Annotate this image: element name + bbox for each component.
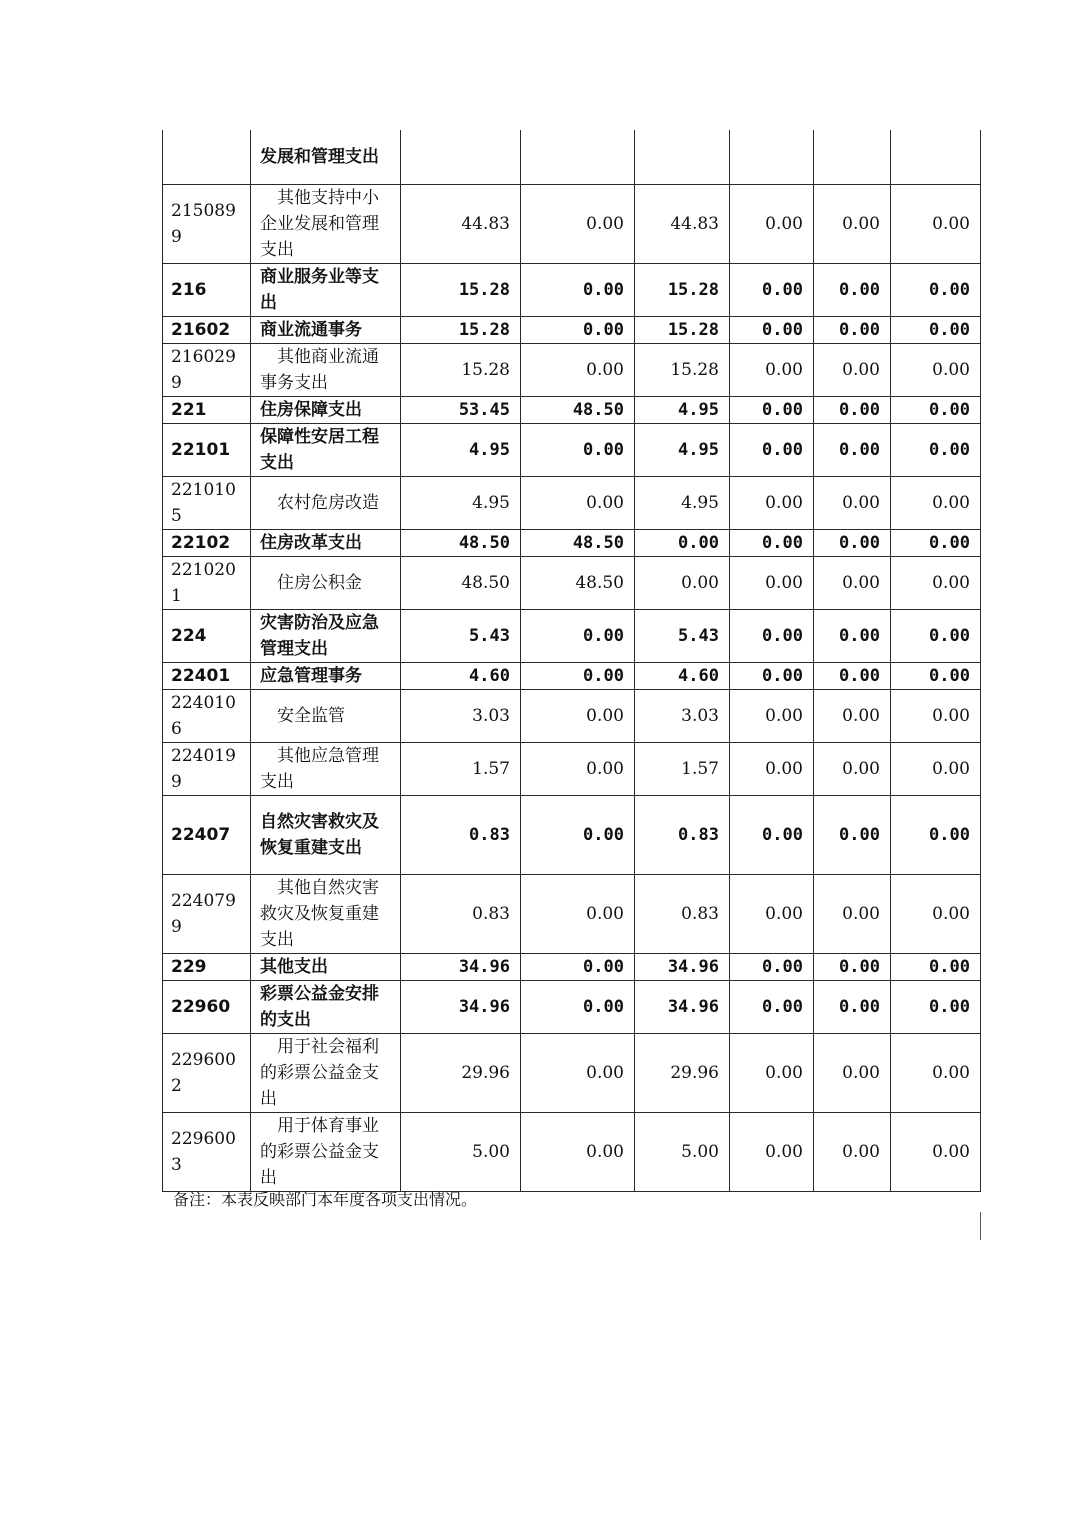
row-value: 4.60 — [635, 662, 730, 689]
row-value: 0.00 — [891, 1112, 981, 1191]
row-value: 0.00 — [891, 609, 981, 662]
row-value: 0.00 — [635, 556, 730, 609]
table-row — [163, 343, 981, 396]
table-row — [163, 874, 981, 953]
row-value: 0.00 — [635, 529, 730, 556]
row-value: 0.00 — [730, 316, 814, 343]
row-value: 0.00 — [730, 662, 814, 689]
row-code: 22407 — [163, 795, 251, 874]
row-value: 0.00 — [891, 742, 981, 795]
row-value: 0.00 — [730, 689, 814, 742]
row-code — [163, 130, 251, 184]
table-note: 备注：本表反映部门本年度各项支出情况。 — [173, 1190, 478, 1209]
table-row — [163, 316, 981, 343]
row-value: 34.96 — [401, 980, 521, 1033]
row-value: 0.00 — [814, 263, 891, 316]
row-value: 0.00 — [521, 953, 635, 980]
row-value: 0.00 — [521, 742, 635, 795]
row-value — [814, 130, 891, 184]
table-row — [163, 742, 981, 795]
row-code: 2210105 — [163, 476, 251, 529]
row-value: 44.83 — [635, 184, 730, 263]
row-value — [401, 130, 521, 184]
row-value: 0.00 — [730, 1033, 814, 1112]
row-name: 用于社会福利的彩票公益金支出 — [251, 1033, 401, 1112]
row-value: 0.00 — [891, 184, 981, 263]
row-code: 224 — [163, 609, 251, 662]
row-value: 0.00 — [521, 662, 635, 689]
margin-marker — [980, 1212, 981, 1240]
row-value: 0.00 — [814, 662, 891, 689]
row-value: 3.03 — [635, 689, 730, 742]
row-code: 22102 — [163, 529, 251, 556]
row-value: 0.00 — [730, 396, 814, 423]
row-value: 0.00 — [814, 529, 891, 556]
row-value: 0.00 — [730, 609, 814, 662]
row-value: 0.00 — [521, 874, 635, 953]
row-name: 安全监管 — [251, 689, 401, 742]
row-value — [635, 130, 730, 184]
table-row — [163, 795, 981, 874]
row-value: 5.43 — [401, 609, 521, 662]
row-value: 34.96 — [635, 980, 730, 1033]
row-value: 48.50 — [401, 529, 521, 556]
row-value: 0.00 — [814, 742, 891, 795]
row-code: 22101 — [163, 423, 251, 476]
row-code: 21602 — [163, 316, 251, 343]
row-value: 0.00 — [730, 953, 814, 980]
row-value: 0.00 — [891, 476, 981, 529]
row-value: 0.00 — [814, 953, 891, 980]
row-value: 4.95 — [635, 423, 730, 476]
row-value: 0.00 — [891, 316, 981, 343]
row-value: 0.00 — [521, 1033, 635, 1112]
row-value: 15.28 — [401, 343, 521, 396]
row-value: 0.00 — [814, 556, 891, 609]
table-row — [163, 1112, 981, 1191]
row-name: 彩票公益金安排的支出 — [251, 980, 401, 1033]
row-name: 发展和管理支出 — [251, 130, 401, 184]
row-value — [891, 130, 981, 184]
row-name: 农村危房改造 — [251, 476, 401, 529]
row-value: 0.00 — [521, 316, 635, 343]
row-value: 5.00 — [401, 1112, 521, 1191]
row-value: 0.00 — [521, 343, 635, 396]
row-code: 2210201 — [163, 556, 251, 609]
table-row — [163, 689, 981, 742]
row-value: 34.96 — [401, 953, 521, 980]
table-row — [163, 396, 981, 423]
row-name: 用于体育事业的彩票公益金支出 — [251, 1112, 401, 1191]
row-value: 0.00 — [521, 184, 635, 263]
row-name: 其他支出 — [251, 953, 401, 980]
row-value: 0.00 — [814, 980, 891, 1033]
row-value: 0.00 — [730, 1112, 814, 1191]
table-row — [163, 263, 981, 316]
row-value: 0.83 — [635, 874, 730, 953]
row-name: 商业流通事务 — [251, 316, 401, 343]
row-value: 0.00 — [891, 980, 981, 1033]
row-code: 22960 — [163, 980, 251, 1033]
row-value: 5.43 — [635, 609, 730, 662]
row-value: 0.00 — [730, 343, 814, 396]
row-value: 0.00 — [891, 689, 981, 742]
row-value: 48.50 — [521, 529, 635, 556]
row-value: 3.03 — [401, 689, 521, 742]
row-name: 其他支持中小企业发展和管理支出 — [251, 184, 401, 263]
row-value: 0.00 — [730, 184, 814, 263]
row-name: 保障性安居工程支出 — [251, 423, 401, 476]
row-value: 4.95 — [635, 476, 730, 529]
row-value: 0.00 — [730, 556, 814, 609]
row-value: 0.00 — [521, 263, 635, 316]
row-value: 0.00 — [521, 609, 635, 662]
row-value: 0.00 — [521, 476, 635, 529]
row-value: 29.96 — [635, 1033, 730, 1112]
table-row — [163, 423, 981, 476]
row-value: 0.00 — [521, 1112, 635, 1191]
row-value: 1.57 — [635, 742, 730, 795]
table-row — [163, 476, 981, 529]
row-value: 0.00 — [891, 423, 981, 476]
row-value: 0.00 — [891, 795, 981, 874]
row-code: 2296002 — [163, 1033, 251, 1112]
table-row — [163, 953, 981, 980]
row-value: 0.00 — [730, 476, 814, 529]
row-value: 0.00 — [521, 423, 635, 476]
row-value: 0.00 — [891, 396, 981, 423]
row-value: 4.60 — [401, 662, 521, 689]
row-value: 0.00 — [891, 343, 981, 396]
row-value: 0.00 — [814, 476, 891, 529]
table-row — [163, 556, 981, 609]
table-row — [163, 529, 981, 556]
row-value: 0.00 — [891, 953, 981, 980]
row-value: 0.00 — [521, 980, 635, 1033]
row-value: 0.00 — [730, 529, 814, 556]
table-row — [163, 184, 981, 263]
row-code: 2296003 — [163, 1112, 251, 1191]
row-value: 53.45 — [401, 396, 521, 423]
row-value: 48.50 — [521, 556, 635, 609]
row-code: 2240799 — [163, 874, 251, 953]
table-body — [163, 130, 981, 1191]
row-value: 0.00 — [814, 689, 891, 742]
row-value: 0.00 — [814, 316, 891, 343]
row-value: 0.00 — [730, 874, 814, 953]
row-value — [521, 130, 635, 184]
row-value: 0.00 — [891, 263, 981, 316]
row-value: 4.95 — [401, 476, 521, 529]
row-value: 0.00 — [891, 529, 981, 556]
row-value: 4.95 — [635, 396, 730, 423]
row-value: 0.00 — [891, 662, 981, 689]
row-value: 0.00 — [814, 1112, 891, 1191]
row-value: 0.00 — [730, 980, 814, 1033]
row-value: 0.00 — [814, 1033, 891, 1112]
table-row — [163, 609, 981, 662]
row-value: 0.83 — [401, 874, 521, 953]
row-value: 0.00 — [891, 1033, 981, 1112]
expenditure-table — [162, 130, 981, 1192]
row-name: 商业服务业等支出 — [251, 263, 401, 316]
row-name: 住房保障支出 — [251, 396, 401, 423]
row-value: 15.28 — [401, 263, 521, 316]
row-value: 4.95 — [401, 423, 521, 476]
row-value: 0.00 — [521, 689, 635, 742]
row-code: 229 — [163, 953, 251, 980]
row-value: 1.57 — [401, 742, 521, 795]
row-value: 0.00 — [730, 423, 814, 476]
row-value: 15.28 — [635, 343, 730, 396]
row-name: 灾害防治及应急管理支出 — [251, 609, 401, 662]
row-code: 22401 — [163, 662, 251, 689]
row-code: 2160299 — [163, 343, 251, 396]
row-value: 0.00 — [730, 263, 814, 316]
row-value: 0.83 — [401, 795, 521, 874]
row-value: 0.83 — [635, 795, 730, 874]
row-value: 0.00 — [891, 874, 981, 953]
row-value: 0.00 — [814, 343, 891, 396]
table-row — [163, 980, 981, 1033]
row-value: 34.96 — [635, 953, 730, 980]
row-value: 44.83 — [401, 184, 521, 263]
row-value: 29.96 — [401, 1033, 521, 1112]
row-value: 5.00 — [635, 1112, 730, 1191]
table-row — [163, 662, 981, 689]
row-value: 48.50 — [521, 396, 635, 423]
row-value: 15.28 — [635, 263, 730, 316]
row-name: 住房公积金 — [251, 556, 401, 609]
row-name: 住房改革支出 — [251, 529, 401, 556]
row-value: 0.00 — [814, 795, 891, 874]
row-value: 0.00 — [814, 396, 891, 423]
row-name: 其他自然灾害救灾及恢复重建支出 — [251, 874, 401, 953]
row-name: 自然灾害救灾及恢复重建支出 — [251, 795, 401, 874]
row-value: 0.00 — [814, 423, 891, 476]
row-name: 其他应急管理支出 — [251, 742, 401, 795]
row-value: 15.28 — [401, 316, 521, 343]
row-value: 0.00 — [730, 742, 814, 795]
row-value: 0.00 — [814, 609, 891, 662]
row-code: 216 — [163, 263, 251, 316]
row-value: 0.00 — [891, 556, 981, 609]
row-value: 0.00 — [521, 795, 635, 874]
row-value: 0.00 — [814, 874, 891, 953]
row-value: 48.50 — [401, 556, 521, 609]
row-code: 221 — [163, 396, 251, 423]
row-code: 2240199 — [163, 742, 251, 795]
row-value — [730, 130, 814, 184]
row-value: 15.28 — [635, 316, 730, 343]
row-value: 0.00 — [814, 184, 891, 263]
row-code: 2150899 — [163, 184, 251, 263]
table-row — [163, 130, 981, 184]
table-row — [163, 1033, 981, 1112]
row-name: 应急管理事务 — [251, 662, 401, 689]
row-name: 其他商业流通事务支出 — [251, 343, 401, 396]
row-code: 2240106 — [163, 689, 251, 742]
row-value: 0.00 — [730, 795, 814, 874]
